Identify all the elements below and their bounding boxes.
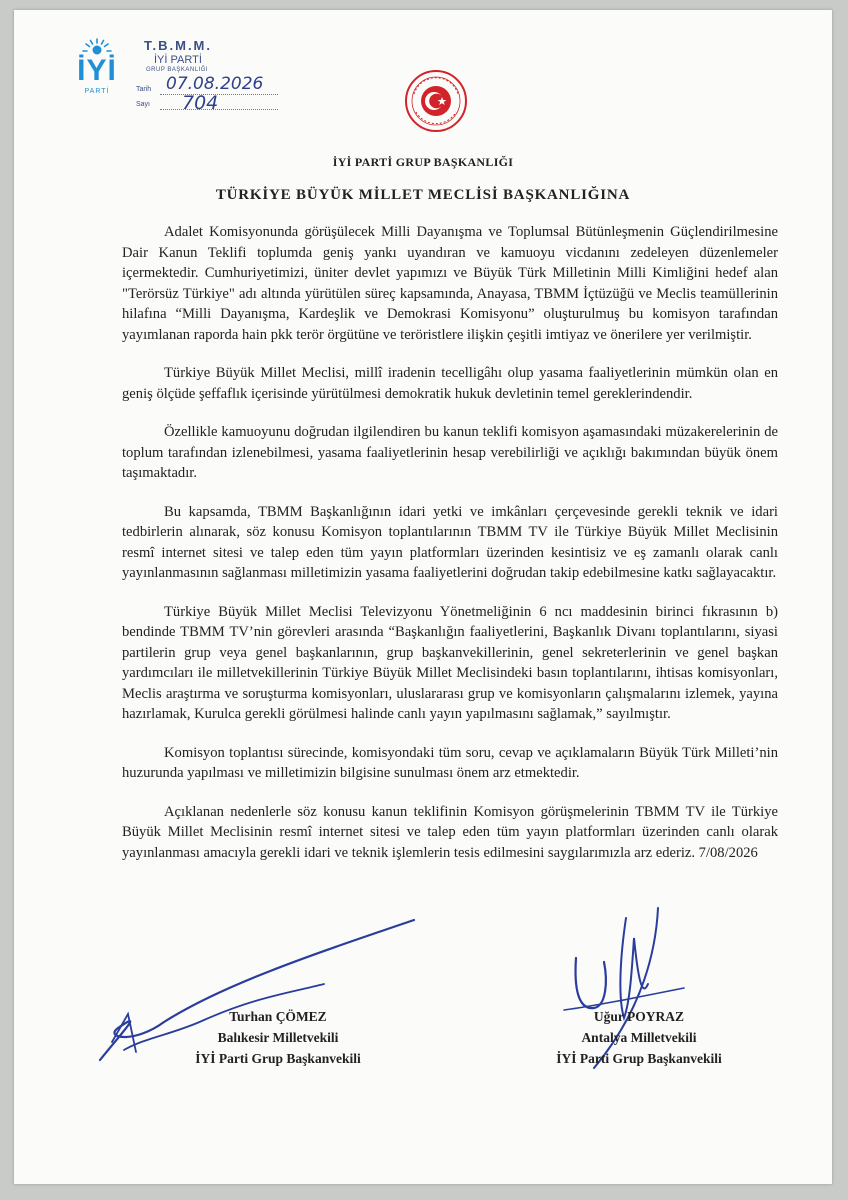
stamp-party: İYİ PARTİ [154,54,202,66]
logo-subtitle: PARTİ [84,88,110,95]
stamp-unit: GRUP BAŞKANLIĞI [146,67,209,73]
signatory-role: Antalya Milletvekili [581,1030,697,1045]
signatory-role: Balıkesir Milletvekili [217,1030,339,1045]
paragraph: Komisyon toplantısı sürecinde, komisyondaki tüm soru, cevap ve açıklamaların Büyük Türk Milleti’nin huzurunda yapılması ve milletimizin bilgisine sunulması önem arz etmektedir. [122,744,778,781]
document-page [14,10,832,1184]
signatory-title: İYİ Parti Grup Başkanvekili [195,1051,361,1066]
paragraph: Türkiye Büyük Millet Meclisi, millî iradenin tecelligâhı olup yasama faaliyetlerinin mümkün olan en geniş ölçüde şeffaflık içerisinde yürütülmesi demokratik hukuk devletinin temel gereklerindendir. [122,365,778,402]
stamp-date-handwritten: 07.08.2026 [166,74,264,94]
signatory-right [524,1006,754,1069]
paragraph: Türkiye Büyük Millet Meclisi Televizyonu Yönetmeliğinin 6 ncı maddesinin birinci fıkrasının b) bendinde TBMM TV’nin görevleri arasında “Başkanlığın faaliyetlerini, Başkanlık Divanı toplantılarını, siyasi partilerin grup veya genel başkanlarının, grup başkanvekillerinin, genel sekreterlerinin ve genel başkan yardımcıları ile milletvekillerinin Türkiye Büyük Millet Meclisindeki basın toplantılarını, ihtisas komisyonları, Meclis araştırma ve soruşturma komisyonları, uluslararası grup ve komisyonların çalışmalarını izlemek, yayına hazırlamak, Kurulca gerekli görülmesi halinde canlı yayın yapılmasını sağlamak,” sayılmıştır. [122,603,778,722]
paragraph: Açıklanan nedenlerle söz konusu kanun teklifinin Komisyon görüşmelerinin TBMM TV ile Türkiye Büyük Millet Meclisinin resmî internet sitesi ve talep eden tüm yayın platformları üzerinden canlı olarak yayınlanması amacıyla gerekli idari ve teknik işlemlerin tesis edilmesini saygılarımızla arz ederiz. 7/08/2026 [122,803,778,861]
signatory-title: İYİ Parti Grup Başkanvekili [556,1051,722,1066]
party-group-title: İYİ PARTİ GRUP BAŞKANLIĞI [332,155,514,169]
logo-wordmark: İYİ [77,54,117,87]
paragraph: Bu kapsamda, TBMM Başkanlığının idari yetki ve imkânları çerçevesinde gerekli teknik ve idari tedbirlerin alınarak, söz konusu Komisyon toplantılarının TBMM TV ile Türkiye Büyük Millet Meclisinin resmî internet sitesi ve talep eden tüm yayın platformları üzerinden kesintisiz ve eş zamanlı olarak canlı yayınlanmasının sağlanması milletimizin yasama faaliyetlerini doğrudan takip edebilmesine katkı sağlayacaktır. [122,503,778,581]
document-title: TÜRKİYE BÜYÜK MİLLET MECLİSİ BAŞKANLIĞINA [215,187,631,203]
stamp-number-label: Sayı [136,101,151,108]
paragraph: Adalet Komisyonunda görüşülecek Milli Dayanışma ve Toplumsal Bütünleşmenin Güçlendirilmesine Dair Kanun Teklifi toplumda geniş yankı uyandıran ve kamuoyu vicdanını zedeleyen düzenlemeler içermektedir. Cumhuriyetimizi, üniter devlet yapımızı ve Büyük Türk Milletinin Milli Kimliğini hedef alan "Terörsüz Türkiye" adı altında yürütülen süreç kapsamında, Anayasa, TBMM İçtüzüğü ve Meclis teamüllerinin hilafına “Milli Dayanışma, Kardeşlik ve Demokrasi Komisyonu” oluşturulmuş bu komisyon tarafından yayımlanan raporda hain pkk terör örgütüne ve teröristlere ilişkin çeşitli imtiyaz ve önerilere yer verilmiştir. [122,224,778,343]
stamp-number-line [160,109,278,110]
signatory-name: Turhan ÇÖMEZ [229,1009,327,1024]
signatory-name: Uğur POYRAZ [593,1009,685,1024]
stamp-org: T.B.M.M. [144,38,212,53]
registry-stamp [134,38,284,116]
stamp-date-label: Tarih [136,86,152,93]
stamp-number-handwritten: 704 [182,92,219,114]
document-body [122,222,778,881]
party-logo [72,38,122,95]
tbmm-emblem-icon [404,66,468,141]
stamp-date-line [160,94,278,95]
paragraph: Özellikle kamuoyunu doğrudan ilgilendiren bu kanun teklifi komisyon aşamasındaki müzakerelerinin de toplum tarafından izlenebilmesi, yasama faaliyetlerinin hesap verebilirliği ve açıklığı bakımından büyük önem taşımaktadır. [122,424,778,481]
signatory-left [168,1006,388,1069]
